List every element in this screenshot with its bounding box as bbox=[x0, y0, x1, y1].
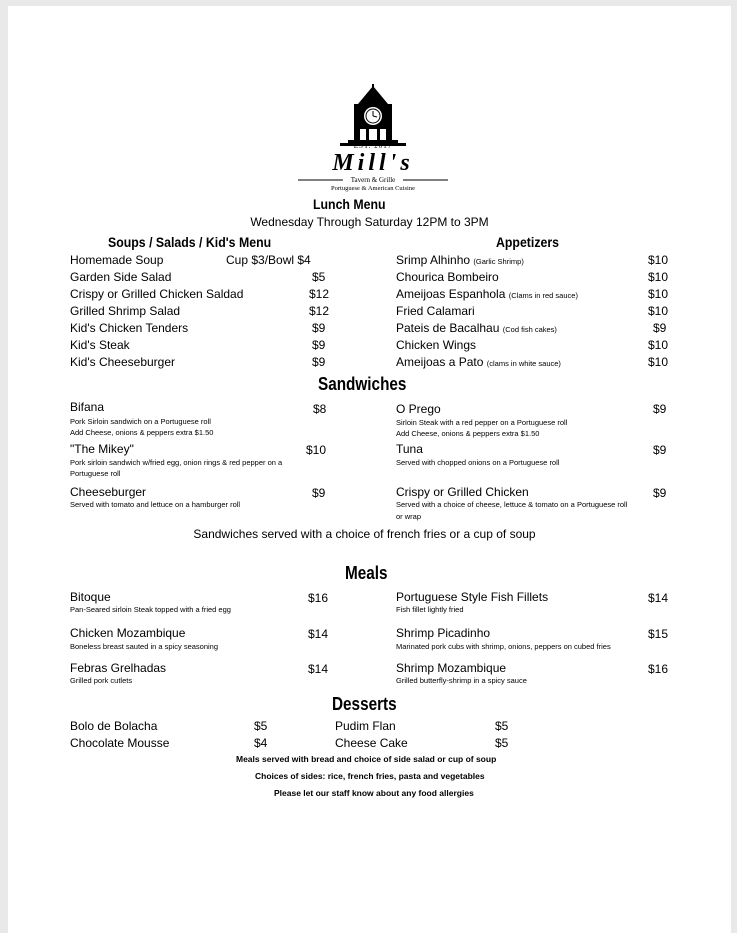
soup-item-name: Garden Side Salad bbox=[70, 270, 172, 284]
appetizer-price: $10 bbox=[648, 287, 669, 301]
sandwich-price: $9 bbox=[653, 486, 667, 500]
sandwich-desc: Served with tomato and lettuce on a hamburger roll bbox=[70, 500, 241, 509]
sandwich-desc: or wrap bbox=[396, 512, 422, 521]
meal-name: Chicken Mozambique bbox=[70, 626, 186, 640]
dessert-name: Bolo de Bolacha bbox=[70, 719, 158, 733]
meal-price: $14 bbox=[308, 662, 329, 676]
meal-desc: Marinated pork cubs with shrimp, onions, peppers on cubed fries bbox=[396, 642, 611, 651]
dessert-name: Chocolate Mousse bbox=[70, 736, 170, 750]
logo-cuisine: Portuguese & American Cuisine bbox=[331, 185, 415, 192]
appetizer-price: $10 bbox=[648, 253, 669, 267]
meal-price: $14 bbox=[308, 627, 329, 641]
appetizer-item: Chicken Wings bbox=[396, 338, 477, 352]
meal-desc: Boneless breast sauted in a spicy seasoning bbox=[70, 642, 219, 651]
sandwich-desc: Portuguese roll bbox=[70, 469, 121, 478]
sandwich-name: Cheeseburger bbox=[70, 485, 147, 499]
soup-item-name: Crispy or Grilled Chicken Saldad bbox=[70, 287, 244, 301]
logo-tagline: Tavern & Grille bbox=[350, 176, 396, 184]
menu-page bbox=[8, 6, 731, 933]
meal-name: Bitoque bbox=[70, 590, 111, 604]
meal-price: $16 bbox=[648, 662, 669, 676]
appetizer-price: $10 bbox=[648, 355, 669, 369]
appetizer-price: $10 bbox=[648, 304, 669, 318]
sandwich-price: $9 bbox=[653, 443, 667, 457]
sandwich-name: O Prego bbox=[396, 402, 441, 416]
soups-heading: Soups / Salads / Kid's Menu bbox=[108, 234, 272, 250]
appetizer-item: Chourica Bombeiro bbox=[396, 270, 499, 284]
sandwich-name: Crispy or Grilled Chicken bbox=[396, 485, 529, 499]
meal-desc: Fish fillet lightly fried bbox=[396, 605, 464, 614]
desserts-heading: Desserts bbox=[332, 694, 397, 714]
footer-line-3: Please let our staff know about any food allergies bbox=[274, 788, 474, 798]
meal-desc: Grilled butterfly-shrimp in a spicy sauce bbox=[396, 676, 527, 685]
appetizer-item: Pateis de Bacalhau (Cod fish cakes) bbox=[396, 321, 557, 335]
soup-item-price: $12 bbox=[309, 304, 330, 318]
dessert-price: $5 bbox=[495, 736, 509, 750]
soup-item-price: $9 bbox=[312, 355, 326, 369]
sandwich-name: Bifana bbox=[70, 400, 105, 414]
soup-item-name: Kid's Steak bbox=[70, 338, 130, 352]
dessert-price: $4 bbox=[254, 736, 268, 750]
appetizer-item: Srimp Alhinho (Garlic Shrimp) bbox=[396, 253, 524, 267]
sandwich-desc: Served with a choice of cheese, lettuce & tomato on a Portuguese roll bbox=[396, 500, 628, 509]
soup-item-price: $9 bbox=[312, 321, 326, 335]
meals-heading: Meals bbox=[345, 563, 388, 583]
soup-item-price: $5 bbox=[312, 270, 326, 284]
meal-name: Portuguese Style Fish Fillets bbox=[396, 590, 549, 604]
meal-name: Shrimp Picadinho bbox=[396, 626, 491, 640]
dessert-name: Pudim Flan bbox=[335, 719, 396, 733]
sandwich-name: Tuna bbox=[396, 442, 423, 456]
soup-item-name: Kid's Cheeseburger bbox=[70, 355, 176, 369]
soup-item-name: Grilled Shrimp Salad bbox=[70, 304, 181, 318]
sandwich-price: $8 bbox=[313, 402, 327, 416]
appetizers-heading: Appetizers bbox=[496, 234, 559, 250]
hours: Wednesday Through Saturday 12PM to 3PM bbox=[250, 215, 489, 229]
footer-line-2: Choices of sides: rice, french fries, pasta and vegetables bbox=[255, 771, 485, 781]
soup-item-price: $12 bbox=[309, 287, 330, 301]
sandwich-name: "The Mikey" bbox=[70, 442, 134, 456]
appetizer-price: $10 bbox=[648, 338, 669, 352]
soup-item-price: Cup $3/Bowl $4 bbox=[226, 253, 311, 267]
appetizer-item: Ameijoas Espanhola (Clams in red sauce) bbox=[396, 287, 578, 301]
meal-price: $14 bbox=[648, 591, 669, 605]
meal-desc: Grilled pork cutlets bbox=[70, 676, 133, 685]
sandwich-price: $9 bbox=[312, 486, 326, 500]
meal-price: $15 bbox=[648, 627, 669, 641]
soup-item-price: $9 bbox=[312, 338, 326, 352]
sandwich-price: $10 bbox=[306, 443, 327, 457]
logo-established: EST. 2017 bbox=[353, 142, 393, 150]
sandwiches-note: Sandwiches served with a choice of french fries or a cup of soup bbox=[193, 527, 536, 541]
meal-name: Shrimp Mozambique bbox=[396, 661, 507, 675]
appetizer-item: Fried Calamari bbox=[396, 304, 475, 318]
sandwich-price: $9 bbox=[653, 402, 667, 416]
appetizer-item: Ameijoas a Pato (clams in white sauce) bbox=[396, 355, 561, 369]
sandwich-desc: Add Cheese, onions & peppers extra $1.50 bbox=[396, 429, 540, 438]
soup-item-name: Kid's Chicken Tenders bbox=[70, 321, 189, 335]
appetizer-price: $10 bbox=[648, 270, 669, 284]
dessert-name: Cheese Cake bbox=[335, 736, 408, 750]
dessert-price: $5 bbox=[254, 719, 268, 733]
dessert-price: $5 bbox=[495, 719, 509, 733]
sandwich-desc: Served with chopped onions on a Portuguese roll bbox=[396, 458, 560, 467]
meal-price: $16 bbox=[308, 591, 329, 605]
appetizer-price: $9 bbox=[653, 321, 667, 335]
logo-name: Mill's bbox=[332, 150, 414, 176]
meal-name: Febras Grelhadas bbox=[70, 661, 167, 675]
page-title: Lunch Menu bbox=[313, 196, 386, 212]
meal-desc: Pan-Seared sirloin Steak topped with a fried egg bbox=[70, 605, 231, 614]
footer-line-1: Meals served with bread and choice of side salad or cup of soup bbox=[236, 754, 497, 764]
sandwich-desc: Add Cheese, onions & peppers extra $1.50 bbox=[70, 428, 214, 437]
restaurant-logo bbox=[288, 84, 458, 194]
soup-item-name: Homemade Soup bbox=[70, 253, 164, 267]
sandwich-desc: Pork Sirloin sandwich on a Portuguese roll bbox=[70, 417, 211, 426]
sandwich-desc: Sirloin Steak with a red pepper on a Portuguese roll bbox=[396, 418, 568, 427]
sandwich-desc: Pork sirloin sandwich w/fried egg, onion rings & red pepper on a bbox=[70, 458, 283, 467]
sandwiches-heading: Sandwiches bbox=[318, 374, 407, 394]
